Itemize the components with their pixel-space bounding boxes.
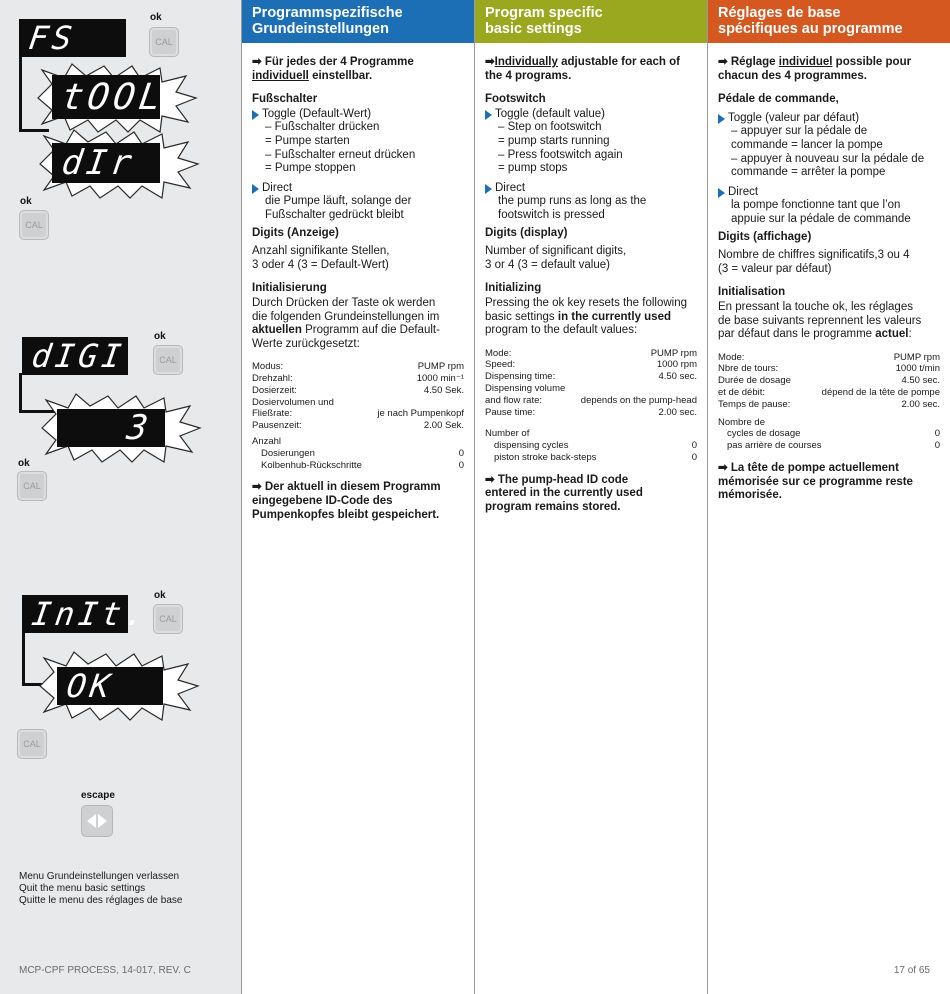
bullet-triangle-icon bbox=[252, 184, 259, 194]
column-header: Programmspezifische Grundeinstellungen bbox=[242, 0, 474, 43]
column-header: Program specific basic settings bbox=[475, 0, 707, 43]
arrow-right-icon: ➡ bbox=[252, 481, 262, 494]
toggle-steps: – appuyer sur la pédale de commande = lancer la pompe – appuyer à nouveau sur la pédale de commande = arrêter la pompe bbox=[731, 125, 925, 179]
lead-text: ➡ Für jedes der 4 Programme individuell einstellbar. bbox=[252, 56, 414, 82]
arrow-right-icon: ➡ bbox=[718, 462, 728, 475]
section-title: Footswitch bbox=[485, 93, 546, 106]
page-number: 17 of 65 bbox=[893, 965, 930, 976]
digits-text: Number of significant digits, 3 or 4 (3 = default value) bbox=[485, 245, 627, 271]
direct-description: die Pumpe läuft, solange der Fußschalter gedrückt bleibt bbox=[265, 195, 412, 221]
lead-text: ➡ Réglage individuel possible pour chacun des 4 programmes. bbox=[718, 56, 912, 82]
column-french bbox=[708, 0, 950, 994]
toggle-steps: – Step on footswitch = pump starts running – Press footswitch again = pump stops bbox=[498, 121, 623, 175]
display-tool: tOOL bbox=[52, 75, 160, 119]
section-title: Digits (Anzeige) bbox=[252, 226, 339, 239]
escape-label: escape bbox=[81, 790, 115, 801]
note-text: ➡ La tête de pompe actuellement mémorisée sur ce programme reste mémorisée. bbox=[718, 462, 913, 502]
cal-key[interactable]: CAL bbox=[149, 27, 179, 57]
section-title: Initialisation bbox=[718, 286, 786, 299]
display-init: InIt. bbox=[22, 595, 128, 633]
digits-text: Nombre de chiffres significatifs,3 ou 4 (3 = valeur par défaut) bbox=[718, 249, 910, 275]
sidebar-illustrations bbox=[0, 0, 242, 994]
defaults-table: Mode: PUMP rpm Nbre de tours: 1000 t/min Durée de dosage 4.50 sec. et de débit: dépend de la tête de pompe Temps de pause: 2.00 sec. Nombre de cycles de dosage 0 pas arrière de courses 0 bbox=[718, 351, 940, 452]
list-item: Direct bbox=[252, 182, 464, 196]
column-english bbox=[475, 0, 708, 994]
display-digi-value: 3 bbox=[57, 409, 165, 447]
section-title: Initializing bbox=[485, 282, 542, 295]
section-title: Fußschalter bbox=[252, 93, 318, 106]
list-item: Toggle (Default-Wert) bbox=[252, 108, 464, 122]
cal-key[interactable]: CAL bbox=[17, 729, 47, 759]
cal-key[interactable]: CAL bbox=[19, 210, 49, 240]
list-item: Toggle (default value) bbox=[485, 108, 697, 122]
section-title: Digits (affichage) bbox=[718, 230, 812, 243]
section-title: Initialisierung bbox=[252, 282, 327, 295]
defaults-table: Mode: PUMP rpm Speed: 1000 rpm Dispensing time: 4.50 sec. Dispensing volume and flow rate: depends on the pump-head Pause time: 2.00 sec. Number of dispensing cycles 0 piston stroke back-steps 0 bbox=[485, 347, 697, 464]
section-title: Digits (display) bbox=[485, 226, 568, 239]
arrow-right-icon: ➡ bbox=[252, 56, 262, 68]
column-german bbox=[242, 0, 475, 994]
note-text: ➡ The pump-head ID code entered in the currently used program remains stored. bbox=[485, 473, 643, 514]
bullet-triangle-icon bbox=[718, 188, 725, 198]
bullet-triangle-icon bbox=[718, 114, 725, 124]
digits-text: Anzahl signifikante Stellen, 3 oder 4 (3 = Default-Wert) bbox=[252, 245, 390, 271]
arrow-right-icon: ➡ bbox=[485, 473, 495, 486]
ok-label: ok bbox=[150, 12, 162, 23]
lead-text: ➡Individually adjustable for each of the 4 programs. bbox=[485, 56, 680, 82]
cal-key[interactable]: CAL bbox=[17, 471, 47, 501]
list-item: Direct bbox=[718, 186, 940, 200]
column-header: Réglages de base spécifiques au programme bbox=[708, 0, 950, 43]
bullet-triangle-icon bbox=[252, 110, 259, 120]
direct-description: the pump runs as long as the footswitch is pressed bbox=[498, 195, 647, 221]
bullet-triangle-icon bbox=[485, 184, 492, 194]
init-text: En pressant la touche ok, les réglages de base suivants reprennent les valeurs par défaut dans le programme actuel: bbox=[718, 300, 922, 341]
arrow-right-icon: ➡ bbox=[718, 56, 728, 68]
cal-key[interactable]: CAL bbox=[153, 604, 183, 634]
defaults-table: Modus: PUMP rpm Drehzahl: 1000 min⁻¹ Dosierzeit: 4.50 Sek. Dosiervolumen und Fließrate: je nach Pumpenkopf Pausenzeit: 2.00 Sek. Anzahl Dosierungen 0 Kolbenhub-Rückschritte 0 bbox=[252, 361, 464, 471]
escape-key[interactable] bbox=[81, 805, 113, 837]
toggle-steps: – Fußschalter drücken = Pumpe starten – Fußschalter erneut drücken = Pumpe stoppen bbox=[265, 121, 416, 175]
init-text: Durch Drücken der Taste ok werden die folgenden Grundeinstellungen im aktuellen Programm auf die Default- Werte zurückgesetzt: bbox=[252, 296, 440, 350]
init-text: Pressing the ok key resets the following basic settings in the currently used program to the default values: bbox=[485, 296, 687, 337]
bullet-triangle-icon bbox=[485, 110, 492, 120]
list-item: Direct bbox=[485, 182, 697, 196]
ok-label: ok bbox=[154, 331, 166, 342]
arrow-right-icon: ➡ bbox=[485, 56, 495, 68]
section-title: Pédale de commande, bbox=[718, 93, 839, 106]
exit-menu-text: Menu Grundeinstellungen verlassen Quit the menu basic settings Quitte le menu des réglages de base bbox=[19, 871, 183, 906]
ok-label: ok bbox=[20, 196, 32, 207]
display-init-value: OK bbox=[57, 667, 163, 705]
ok-label: ok bbox=[18, 458, 30, 469]
display-dir: dIr bbox=[52, 143, 160, 183]
document-id: MCP-CPF PROCESS, 14-017, REV. C bbox=[19, 965, 191, 976]
direct-description: la pompe fonctionne tant que l’on appuie sur la pédale de commande bbox=[731, 199, 911, 225]
left-right-arrows-icon bbox=[85, 812, 109, 830]
display-digi: dIGI bbox=[22, 337, 128, 375]
note-text: ➡ Der aktuell in diesem Programm eingegebene ID-Code des Pumpenkopfes bleibt gespeichert. bbox=[252, 481, 441, 521]
list-item: Toggle (valeur par défaut) bbox=[718, 112, 940, 126]
ok-label: ok bbox=[154, 590, 166, 601]
display-fs: FS bbox=[19, 19, 126, 57]
cal-key[interactable]: CAL bbox=[153, 345, 183, 375]
